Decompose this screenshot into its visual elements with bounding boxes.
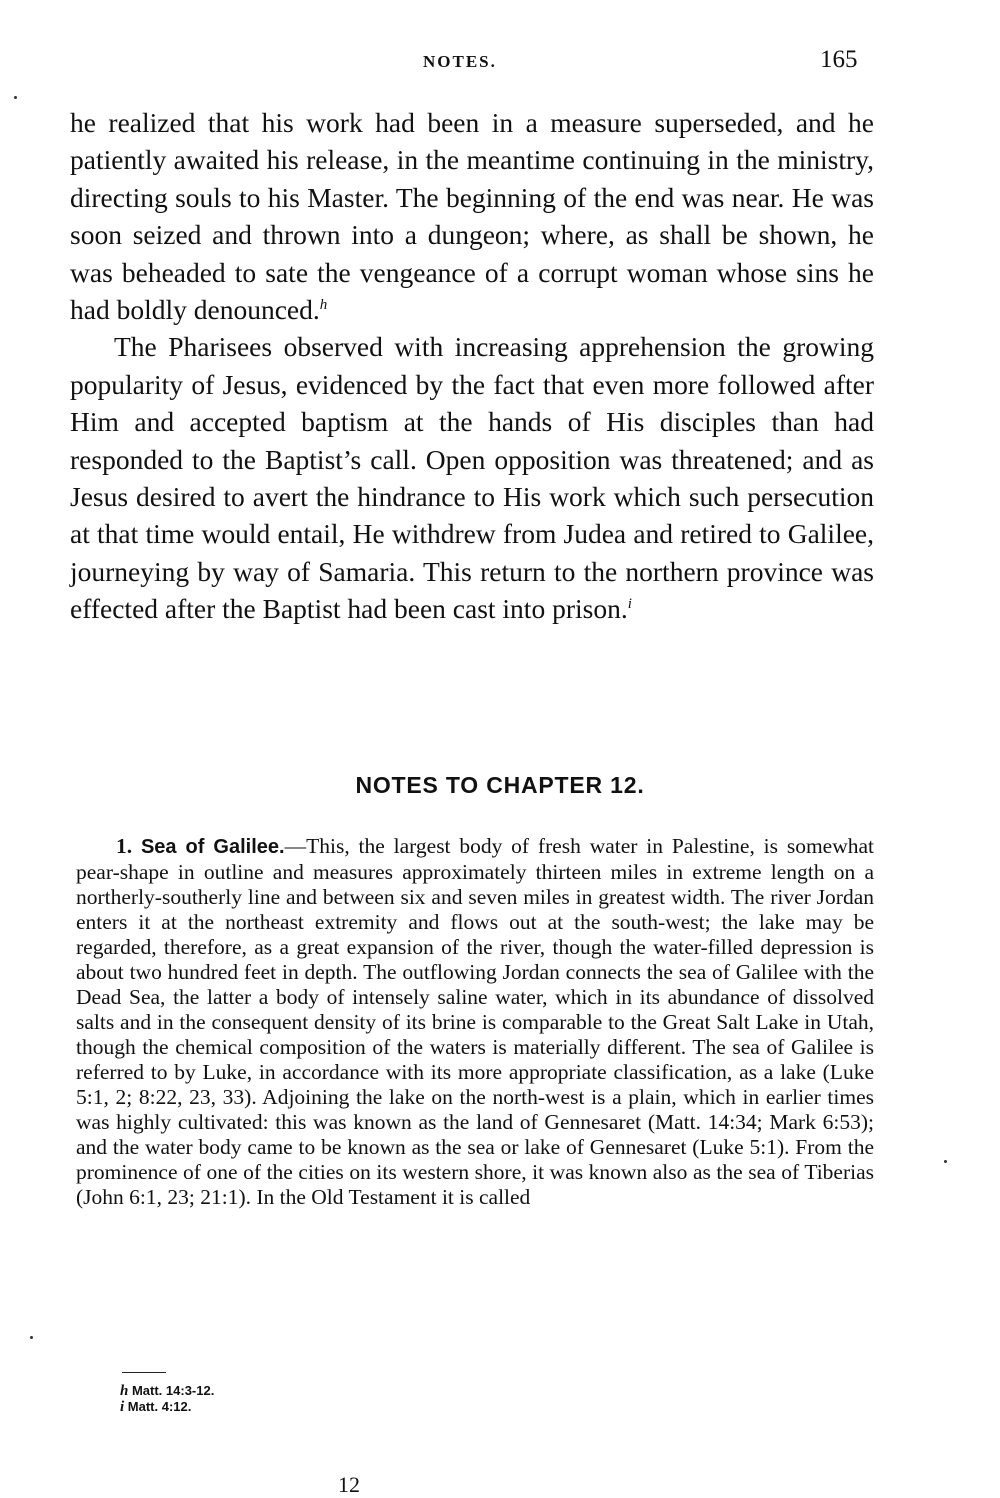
footnote-text: Matt. 14:3-12. — [131, 1383, 215, 1398]
page-number: 165 — [820, 46, 858, 73]
note-term: Sea of Galilee. — [140, 836, 285, 858]
signature-mark: 12 — [338, 1472, 360, 1497]
body-text — [70, 104, 874, 628]
note-paragraph — [76, 834, 874, 1210]
footnote-divider — [122, 1372, 166, 1373]
print-speck — [944, 1160, 947, 1163]
print-speck — [14, 96, 17, 99]
footnote-reference: h — [319, 296, 328, 313]
footnote — [120, 1383, 214, 1399]
footnote-mark: h — [120, 1383, 129, 1399]
footnote-text: Matt. 4:12. — [127, 1399, 192, 1414]
note-text — [76, 834, 874, 1210]
footnote — [120, 1399, 214, 1415]
paragraph-text: The Pharisees observed with increasing apprehension the growing popularity of Jesus, evidenced by the fact that even more followed after Him and accepted baptism at the hands of His disciples than had responded to the Baptist’s call. Open opposition was threatened; and as Jesus desired to avert the hindrance to His work which such persecution at that time would entail, He withdrew from Judea and retired to Galilee, journeying by way of Samaria. This return to the northern province was effected after the Baptist had been cast into prison. — [70, 331, 874, 625]
paragraph-text: he realized that his work had been in a measure superseded, and he patiently awaited his release, in the meantime continuing in the ministry, directing souls to his Master. The beginning of the end was near. He was soon seized and thrown into a dungeon; where, as shall be shown, he was beheaded to sate the vengeance of a corrupt woman whose sins he had boldly denounced. — [70, 107, 874, 326]
print-speck — [30, 1336, 33, 1339]
note-body: —This, the largest body of fresh water in Palestine, is somewhat pear-shape in outline and measures approximately thirteen miles in extreme length on a northerly-southerly line and between six and seven miles in greatest width. The river Jordan enters it at the northeast extremity and flows out at the south-west; the lake may be regarded, therefore, as a great expansion of the river, though the water-filled depression is about two hundred feet in depth. The outflowing Jordan connects the sea of Galilee with the Dead Sea, the latter a body of intensely saline water, which in its abundance of dissolved salts and in the consequent density of its brine is comparable to the Great Salt Lake in Utah, though the chemical composition of the waters is materially different. The sea of Galilee is referred to by Luke, in accordance with its more appropriate classification, as a lake (Luke 5:1, 2; 8:22, 23, 33). Adjoining the lake on the north-west is a plain, which in earlier times was highly cultivated: this was known as the land of Gennesaret (Matt. 14:34; Mark 6:53); and the water body came to be known as the sea or lake of Gennesaret (Luke 5:1). From the prominence of one of the cities on its western shore, it was known also as the sea of Tiberias (John 6:1, 23; 21:1). In the Old Testament it is called — [76, 834, 875, 1209]
running-head — [0, 46, 1000, 76]
footnotes — [120, 1383, 214, 1415]
footnote-mark: i — [120, 1399, 125, 1415]
note-number: 1. — [116, 834, 133, 858]
paragraph — [70, 104, 874, 328]
running-title: NOTES. — [423, 52, 497, 71]
paragraph — [70, 328, 874, 627]
footnote-reference: i — [627, 596, 632, 613]
section-heading: NOTES TO CHAPTER 12. — [355, 772, 645, 798]
